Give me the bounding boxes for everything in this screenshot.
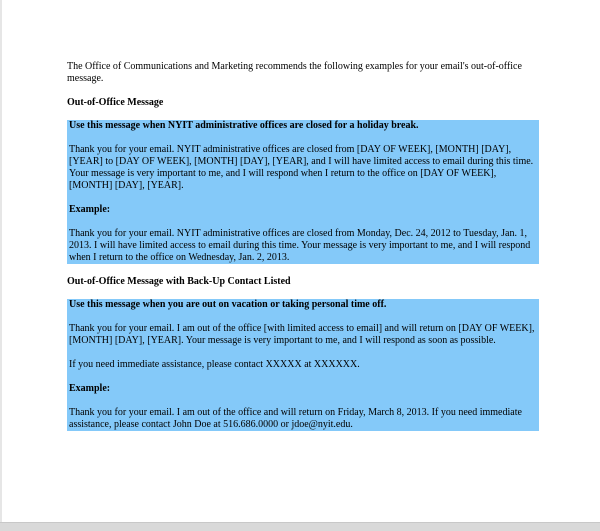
section2-contact: If you need immediate assistance, please contact XXXXX at XXXXXX. — [69, 359, 360, 370]
section1-highlight-box — [67, 120, 539, 264]
section2-heading: Out-of-Office Message with Back-Up Contact Listed — [67, 276, 291, 287]
section2-example-label: Example: — [69, 383, 111, 394]
section1-note: Use this message when NYIT administrative offices are closed for a holiday break. — [69, 120, 419, 131]
section2-template: Thank you for your email. I am out of the office [with limited access to email] and will return on [DAY OF WEEK], [MONTH] [DAY], [YEAR]. Your message is very important to me, and I will respond as soon as possible. — [69, 323, 535, 346]
section2-example: Thank you for your email. I am out of the office and will return on Friday, March 8, 2013. If you need immediate assistance, please contact John Doe at 516.686.0000 or jdoe@nyit.edu. — [69, 407, 522, 430]
section2-highlight-box — [67, 299, 539, 431]
section1-heading: Out-of-Office Message — [67, 97, 164, 108]
left-border — [0, 0, 2, 530]
intro-paragraph: The Office of Communications and Marketing recommends the following examples for your email's out-of-office message. — [67, 61, 522, 84]
section1-example: Thank you for your email. NYIT administrative offices are closed from Monday, Dec. 24, 2012 to Tuesday, Jan. 1, 2013. I will have limited access to email during this time. Your message is very important to me, and I will respond when I return to the office on Wednesday, Jan. 2, 2013. — [69, 228, 531, 263]
section1-example-label: Example: — [69, 204, 111, 215]
section2-note: Use this message when you are out on vacation or taking personal time off. — [69, 299, 387, 310]
section1-template: Thank you for your email. NYIT administrative offices are closed from [DAY OF WEEK], [MONTH] [DAY], [YEAR] to [DAY OF WEEK], [MONTH] [DAY], [YEAR], and I will have limited access to email during this time. Your message is very important to me, and I will respond when I return to the office on [DAY OF WEEK], [MONTH] [DAY], [YEAR]. — [69, 144, 534, 191]
document-body — [67, 61, 539, 431]
